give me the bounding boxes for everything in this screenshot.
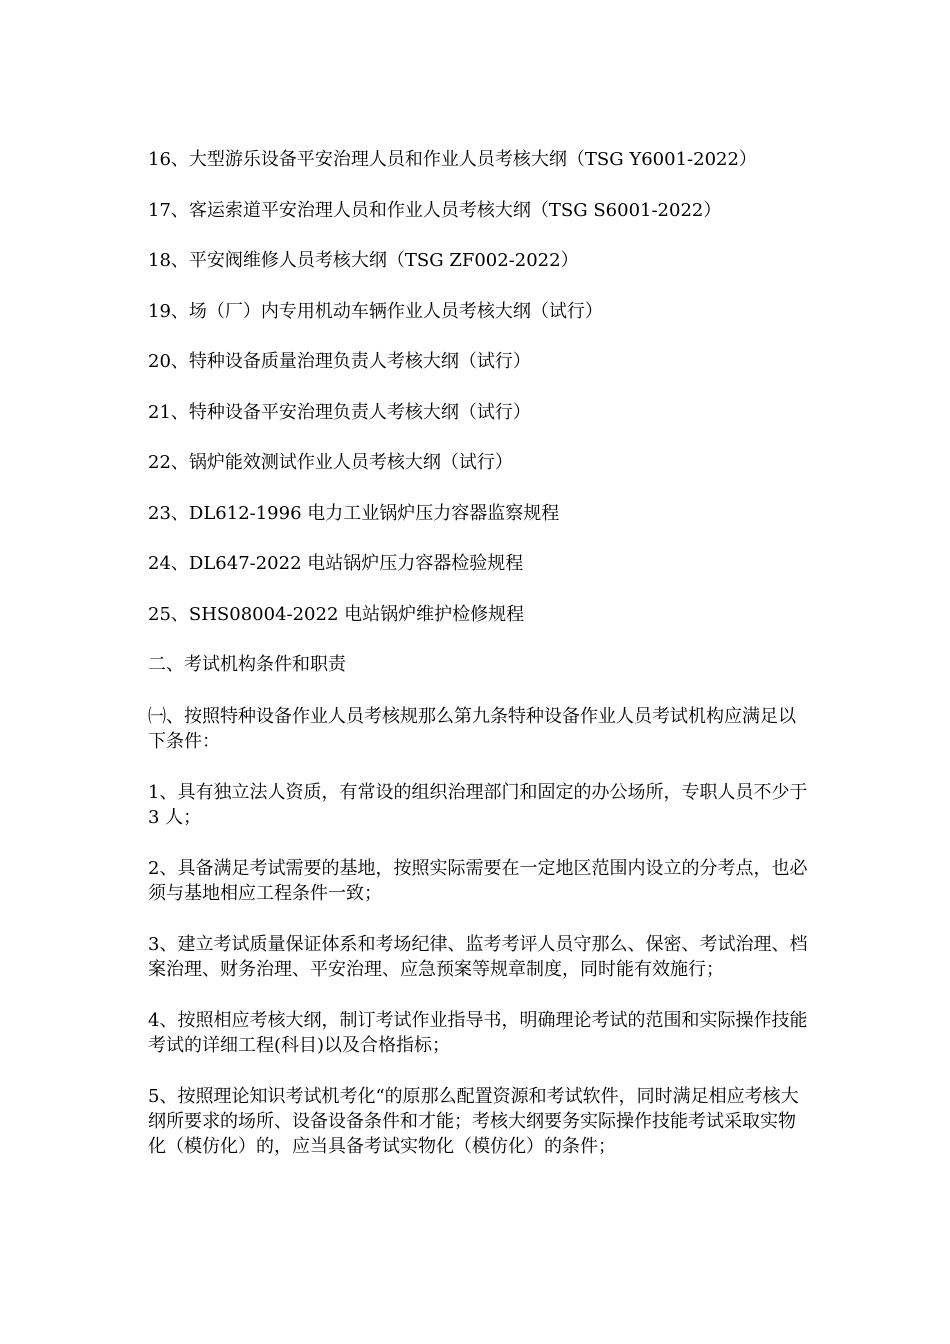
- list-item-22: 22、锅炉能效测试作业人员考核大纲（试行）: [148, 452, 513, 473]
- condition-item-4: 4、按照相应考核大纲，制订考试作业指导书，明确理论考试的范围和实际操作技能考试的详细工程(科目)以及合格指标；: [148, 1009, 808, 1056]
- condition-item-1: 1、具有独立法人资质，有常设的组织治理部门和固定的办公场所，专职人员不少于 3 人；: [148, 781, 808, 828]
- subsection-intro: ㈠、按照特种设备作业人员考核规那么第九条特种设备作业人员考试机构应满足以下条件：: [148, 705, 796, 752]
- list-item-25: 25、SHS08004-2022 电站锅炉维护检修规程: [148, 603, 525, 625]
- list-item-19: 19、场（厂）内专用机动车辆作业人员考核大纲（试行）: [148, 300, 603, 322]
- section-heading: 二、考试机构条件和职责: [148, 654, 346, 675]
- list-item-21: 21、特种设备平安治理负责人考核大纲（试行）: [148, 401, 531, 423]
- condition-item-3: 3、建立考试质量保证体系和考场纪律、监考考评人员守那么、保密、考试治理、档案治理、财务治理、平安治理、应急预案等规章制度，同时能有效施行；: [148, 933, 808, 980]
- list-item-20: 20、特种设备质量治理负责人考核大纲（试行）: [148, 351, 531, 372]
- condition-item-2: 2、具备满足考试需要的基地，按照实际需要在一定地区范围内设立的分考点，也必须与基地相应工程条件一致；: [148, 857, 808, 904]
- condition-item-5: 5、按照理论知识考试机考化“的原那么配置资源和考试软件，同时满足相应考核大纲所要求的场所、设备设备条件和才能；考核大纲要务实际操作技能考试采取实物化（模仿化）的，应当具备考试实物化（模仿化）的条件；: [148, 1085, 799, 1157]
- list-item-17: 17、客运索道平安治理人员和作业人员考核大纲（TSG S6001-2022）: [148, 199, 722, 221]
- list-item-16: 16、大型游乐设备平安治理人员和作业人员考核大纲（TSG Y6001-2022）: [148, 149, 757, 170]
- list-item-18: 18、平安阀维修人员考核大纲（TSG ZF002-2022）: [148, 250, 579, 271]
- document-page: [148, 148, 808, 1185]
- list-item-24: 24、DL647-2022 电站锅炉压力容器检验规程: [148, 553, 524, 574]
- list-item-23: 23、DL612-1996 电力工业锅炉压力容器监察规程: [148, 502, 560, 524]
